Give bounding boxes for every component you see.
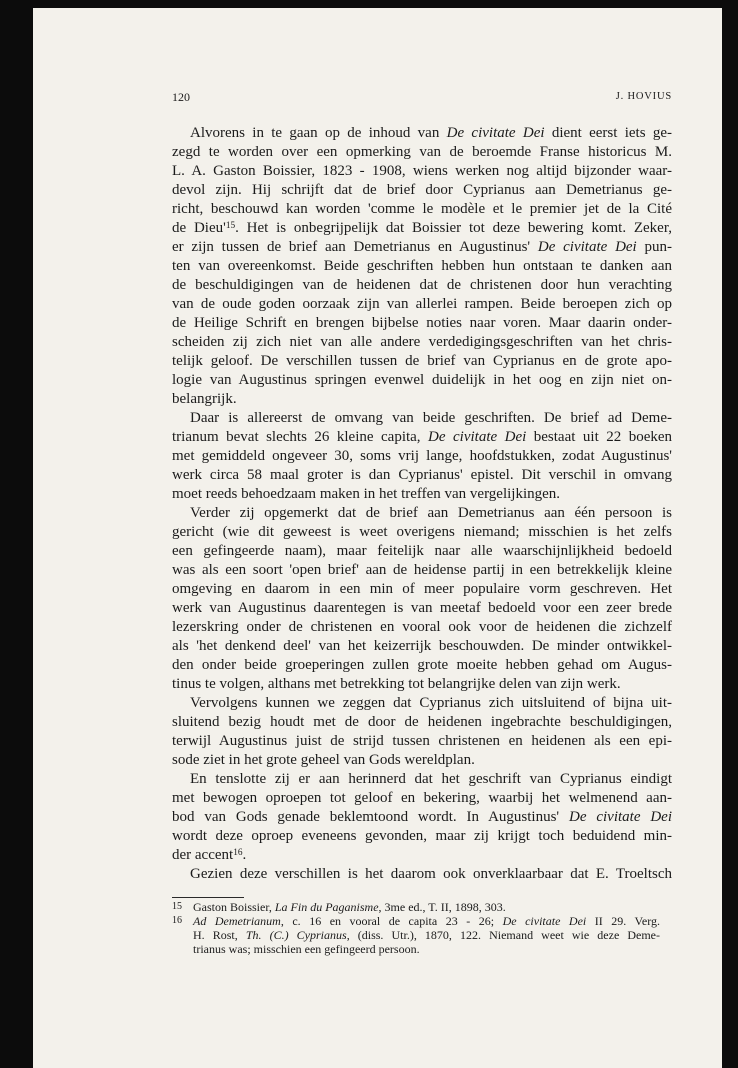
body-line: de beschuldigingen van de heidenen dat de christenen door hun verachting xyxy=(172,277,672,293)
body-line: als 'het denkend deel' van het keizerrijk beschouwden. De minder ontwikkel- xyxy=(172,638,672,654)
body-line xyxy=(172,808,672,827)
italic-title: De civitate Dei xyxy=(502,914,587,928)
running-header xyxy=(172,90,672,104)
body-text xyxy=(172,124,672,884)
footnote-reference: 16 xyxy=(233,847,243,858)
body-line: Vervolgens kunnen we zeggen dat Cyprianus zich uitsluitend of bijna uit- xyxy=(190,695,672,711)
paragraph xyxy=(172,865,672,884)
footnotes xyxy=(172,900,662,956)
text-run: II 29. Verg. xyxy=(586,914,660,928)
paragraph xyxy=(172,124,672,409)
body-line: Daar is allereerst de omvang van beide geschriften. De brief ad Deme- xyxy=(190,410,672,426)
footnote-rule xyxy=(172,897,244,898)
text-run: H. Rost, xyxy=(193,928,246,942)
text-run: , c. 16 en vooral de capita 23 - 26; xyxy=(280,914,503,928)
body-line: lezerskring onder de christenen en vooral ook voor de heidenen die zichzelf xyxy=(172,619,672,635)
body-line: zegd te worden over een opmerking van de beroemde Franse historicus M. xyxy=(172,144,672,160)
body-line: een gefingeerde naam), maar feitelijk naar alle waarschijnlijkheid bedoeld xyxy=(172,543,672,559)
body-line xyxy=(172,238,672,257)
text-run: bestaat uit 22 boeken xyxy=(526,429,673,445)
footnote-marker: 15 xyxy=(172,901,182,912)
body-line: telijk geloof. De verschillen tussen de brief van Cyprianus en de grote apo- xyxy=(172,353,672,369)
text-run: bod van Gods genade beklemtoond wordt. In Augustinus' xyxy=(172,809,569,825)
body-line: was als een soort 'open brief' aan de heidense partij in een betrekkelijk kleine xyxy=(172,562,672,578)
text-run: er zijn tussen de brief aan Demetrianus en Augustinus' xyxy=(172,239,538,255)
body-line xyxy=(172,219,672,238)
italic-title: La Fin du Paganisme xyxy=(274,900,379,914)
body-line: terwijl Augustinus juist de strijd tussen christenen en heidenen als een epi- xyxy=(172,733,672,749)
footnote-marker: 16 xyxy=(172,915,182,926)
body-line: van de oude goden oorzaak zijn van allerlei rampen. Beide beroepen zich op xyxy=(172,296,672,312)
body-line: werk van Augustinus daarentegen is van meetaf bedoeld voor een zeer brede xyxy=(172,600,672,616)
text-run: trianum bevat slechts 26 kleine capita, xyxy=(172,429,429,445)
body-line: scheiden zij zich niet van alle andere verdedigingsgeschriften van het chris- xyxy=(172,334,672,350)
italic-title: De civitate Dei xyxy=(568,809,673,825)
body-line: Verder zij opgemerkt dat de brief aan Demetrianus aan één persoon is xyxy=(190,505,672,521)
footnote-reference: 15 xyxy=(225,220,236,231)
footnote-line xyxy=(193,928,660,942)
text-run: Gaston Boissier, xyxy=(193,900,275,914)
page-number: 120 xyxy=(172,90,190,104)
body-line: logie van Augustinus springen evenwel duidelijk in het oog en zijn niet on- xyxy=(172,372,672,388)
footnote xyxy=(172,914,662,956)
text-run: pun- xyxy=(636,239,673,255)
running-head-author: J. HOVIUS xyxy=(615,91,672,102)
body-line: met gemiddeld ongeveer 30, soms vrij lange, hoofdstukken, zodat Augustinus' xyxy=(172,448,672,464)
text-run: Alvorens in te gaan op de inhoud van xyxy=(190,125,447,141)
body-line: omgeving en daarom in een min of meer populaire vorm geschreven. Het xyxy=(172,581,672,597)
body-line: devol zijn. Hij schrijft dat de brief door Cyprianus aan Demetrianus ge- xyxy=(172,182,672,198)
body-line: den onder beide groeperingen zullen grote moeite hebben gehad om Augus- xyxy=(172,657,672,673)
body-line: richt, beschouwd kan worden 'comme le modèle et le premier jet de la Cité xyxy=(172,201,672,217)
body-line: sluitend bezig houdt met de door de heidenen ingebrachte beschuldigingen, xyxy=(172,714,672,730)
body-line: de Heilige Schrift en brengen bijbelse noties naar voren. Maar daarin onder- xyxy=(172,315,672,331)
scan-edge-right xyxy=(722,0,738,1068)
body-line: belangrijk. xyxy=(172,391,237,407)
body-line: moet reeds behoedzaam maken in het treffen van vergelijkingen. xyxy=(172,486,561,502)
body-line: wordt deze oproep eveneens gevonden, maar zij krijgt toch beduidend min- xyxy=(172,828,672,844)
text-run: , (diss. Utr.), 1870, 122. Niemand weet wie deze Deme- xyxy=(346,928,660,942)
italic-title: De civitate Dei xyxy=(428,429,527,445)
body-line: gericht (wie dit geweest is weet overigens niemand; misschien is het zelfs xyxy=(172,524,672,540)
text-run: , 3me ed., T. II, 1898, 303. xyxy=(378,900,506,914)
body-line: Gezien deze verschillen is het daarom ook onverklaarbaar dat E. Troeltsch xyxy=(190,866,672,882)
body-line: tinus te volgen, althans met betrekking tot belangrijke delen van zijn werk. xyxy=(172,676,621,692)
text-run: . Het is onbegrijpelijk dat Boissier tot deze bewering komt. Zeker, xyxy=(235,220,672,236)
footnote-line: trianus was; misschien een gefingeerd persoon. xyxy=(193,942,420,956)
scan-edge-left xyxy=(0,0,33,1068)
text-run: dient eerst iets ge- xyxy=(544,125,673,141)
scan-edge-top xyxy=(0,0,738,8)
body-line: sode ziet in het grote geheel van Gods wereldplan. xyxy=(172,752,475,768)
footnote xyxy=(172,900,662,914)
italic-title: De civitate Dei xyxy=(537,239,637,255)
italic-title: Ad Demetrianum xyxy=(193,914,281,928)
paragraph xyxy=(172,409,672,504)
paragraph xyxy=(172,770,672,865)
footnote-line xyxy=(193,900,660,914)
body-line: ten van overeenkomst. Beide geschriften hebben hun ontstaan te danken aan xyxy=(172,258,672,274)
italic-title: Th. (C.) Cyprianus xyxy=(245,928,347,942)
paragraph xyxy=(172,694,672,770)
body-line: werk circa 58 maal groter is dan Cyprianus' epistel. Dit verschil in omvang xyxy=(172,467,672,483)
text-run: . xyxy=(242,847,247,863)
body-line: En tenslotte zij er aan herinnerd dat het geschrift van Cyprianus eindigt xyxy=(190,771,672,787)
text-run: der accent xyxy=(172,847,234,863)
footnote-line xyxy=(193,914,660,928)
body-line: met bewogen oproepen tot geloof en bekering, waarbij het welmenend aan- xyxy=(172,790,672,806)
paragraph xyxy=(172,504,672,694)
body-line xyxy=(172,124,672,143)
italic-title: De civitate Dei xyxy=(446,125,545,141)
body-line xyxy=(172,428,672,447)
text-run: de Dieu' xyxy=(172,220,226,236)
body-line xyxy=(172,846,672,865)
body-line: L. A. Gaston Boissier, 1823 - 1908, wiens werken nog altijd bijzonder waar- xyxy=(172,163,672,179)
